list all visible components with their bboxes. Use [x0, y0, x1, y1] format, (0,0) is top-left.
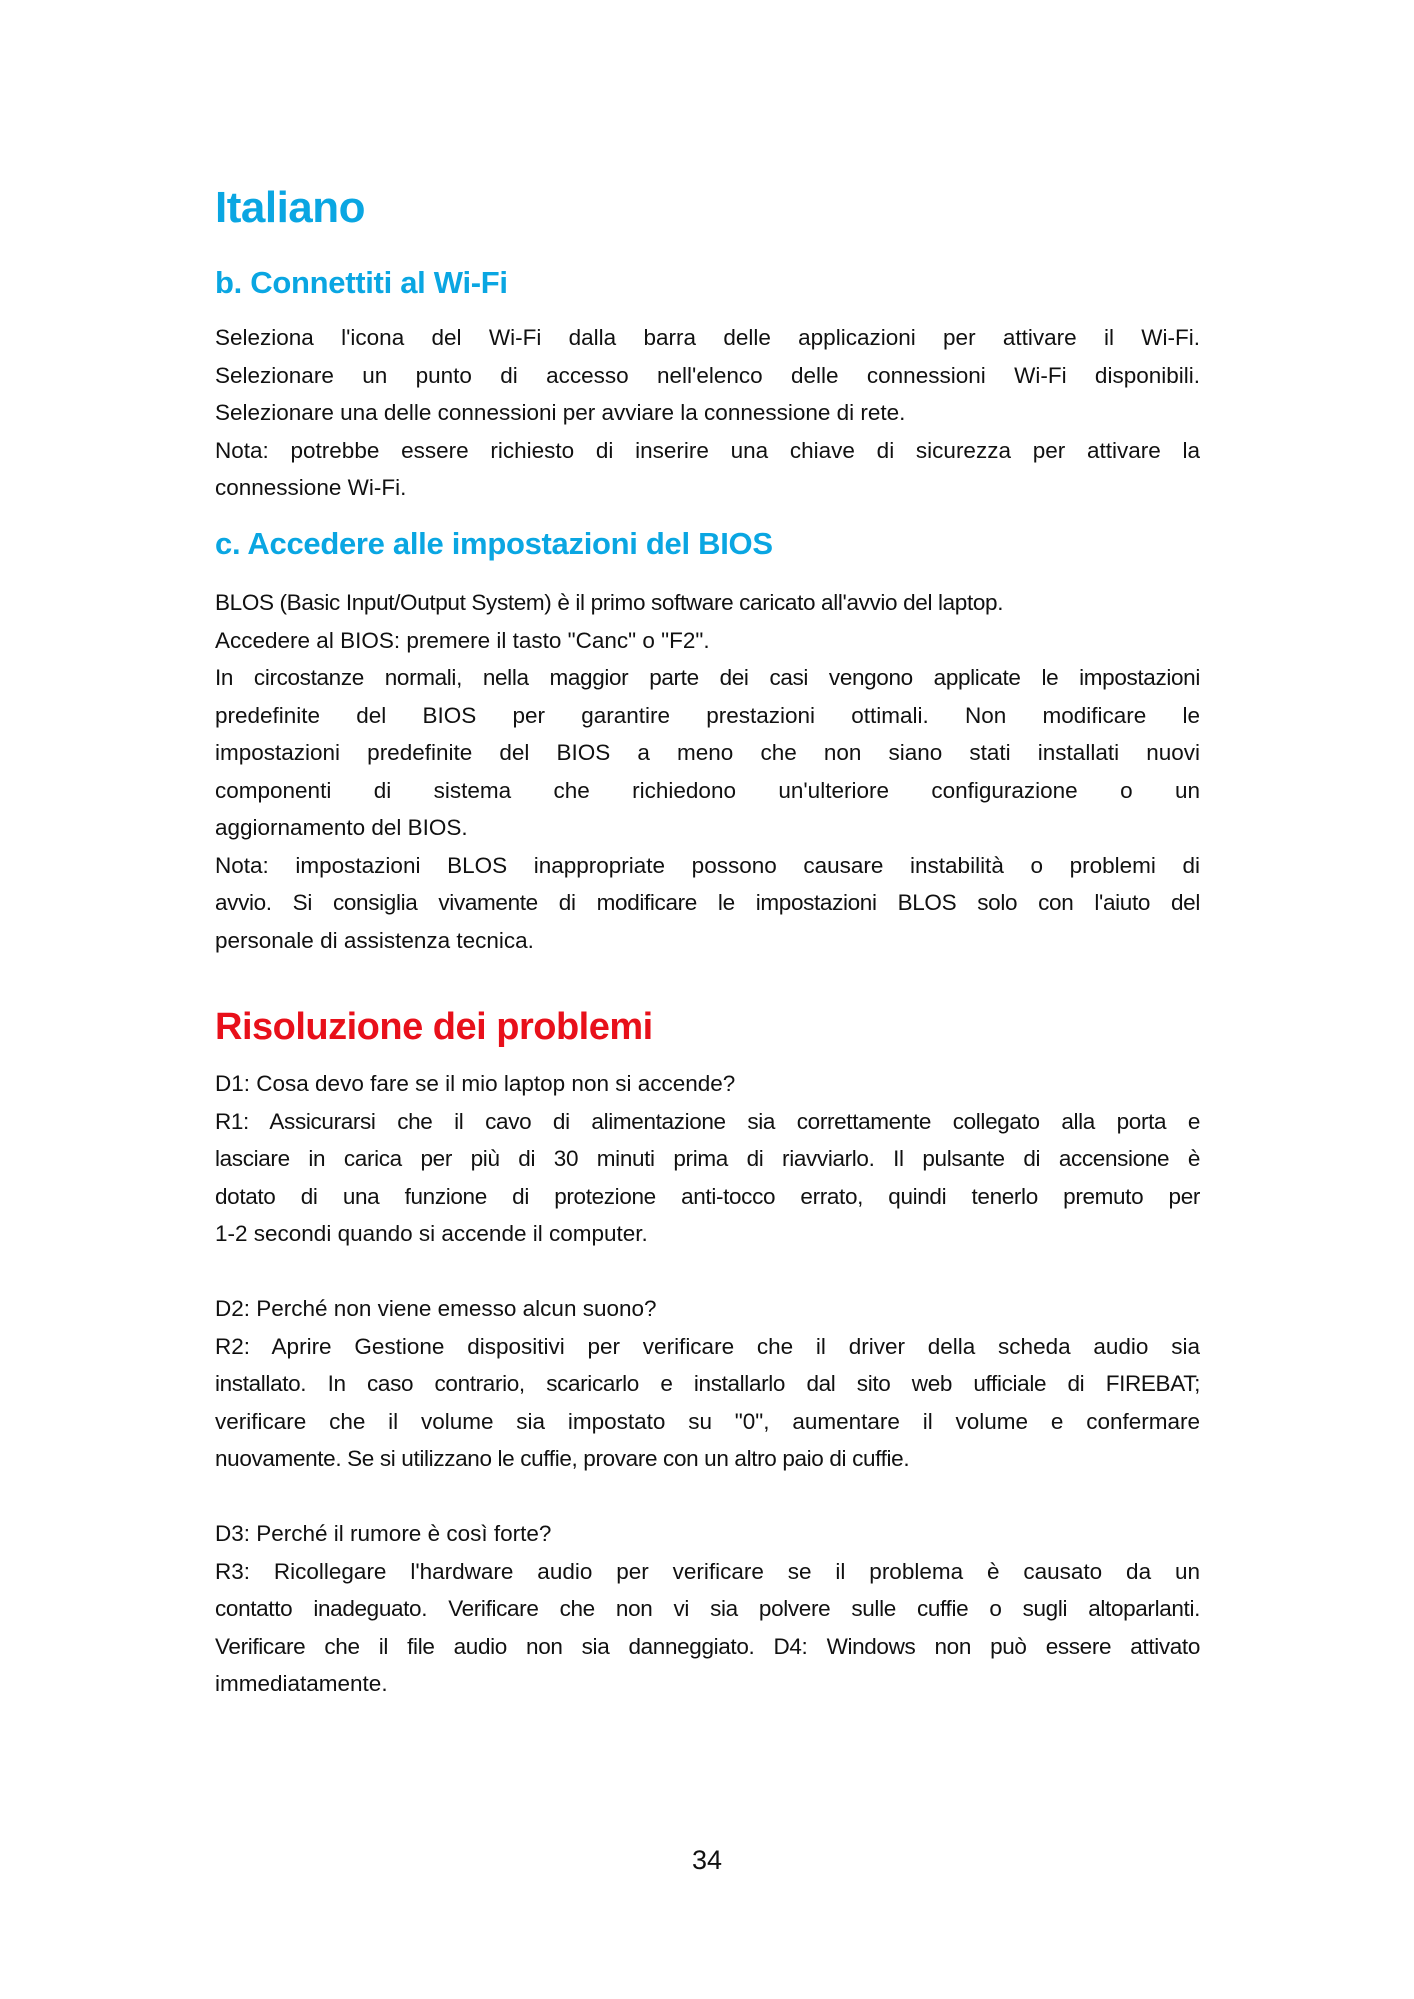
- paragraph-line: Nota: potrebbe essere richiesto di inserire una chiave di sicurezza per attivare la: [215, 437, 1200, 463]
- faq-answer-line: installato. In caso contrario, scaricarlo e installarlo dal sito web ufficiale di FIREBAT;: [215, 1371, 1200, 1396]
- faq-answer-line: immediatamente.: [215, 1671, 388, 1696]
- section-bios: [215, 525, 1200, 563]
- section-heading-wifi: b. Connettiti al Wi-Fi: [215, 265, 508, 300]
- page-number: 34: [691, 1845, 723, 1875]
- paragraph-line: personale di assistenza tecnica.: [215, 927, 534, 953]
- faq-answer-line: verificare che il volume sia impostato su "0", aumentare il volume e confermare: [215, 1408, 1200, 1434]
- paragraph-line: Selezionare un punto di accesso nell'elenco delle connessioni Wi-Fi disponibili.: [215, 362, 1200, 388]
- faq-answer-line: lasciare in carica per più di 30 minuti prima di riavviarlo. Il pulsante di accensione è: [215, 1146, 1200, 1171]
- faq-question: D2: Perché non viene emesso alcun suono?: [215, 1296, 657, 1321]
- faq-question: D1: Cosa devo fare se il mio laptop non si accende?: [215, 1071, 736, 1096]
- paragraph-line: BLOS (Basic Input/Output System) è il primo software caricato all'avvio del laptop.: [215, 590, 1004, 615]
- faq-answer-line: contatto inadeguato. Verificare che non vi sia polvere sulle cuffie o sugli altoparlanti.: [215, 1596, 1200, 1621]
- paragraph-line: avvio. Si consiglia vivamente di modificare le impostazioni BLOS solo con l'aiuto del: [215, 890, 1200, 915]
- faq-answer-line: dotato di una funzione di protezione anti-tocco errato, quindi tenerlo premuto per: [215, 1183, 1200, 1209]
- paragraph-line: Accedere al BIOS: premere il tasto "Canc" o "F2".: [215, 627, 710, 653]
- section-wifi-body: [215, 319, 1200, 507]
- paragraph-line: In circostanze normali, nella maggior parte dei casi vengono applicate le impostazioni: [215, 665, 1200, 690]
- faq-answer-line: 1-2 secondi quando si accende il computer.: [215, 1221, 648, 1246]
- paragraph-line: aggiornamento del BIOS.: [215, 815, 468, 840]
- paragraph-line: componenti di sistema che richiedono un'ulteriore configurazione o un: [215, 777, 1200, 803]
- section-heading-bios: c. Accedere alle impostazioni del BIOS: [215, 526, 773, 561]
- section-wifi: [215, 264, 1200, 302]
- language-title-block: [215, 183, 1200, 233]
- paragraph-line: impostazioni predefinite del BIOS a meno che non siano stati installati nuovi: [215, 740, 1200, 765]
- paragraph-line: Nota: impostazioni BLOS inappropriate possono causare instabilità o problemi di: [215, 852, 1200, 878]
- faq-answer-line: Verificare che il file audio non sia danneggiato. D4: Windows non può essere attivato: [215, 1633, 1200, 1659]
- section-troubleshooting: [215, 1004, 1200, 1050]
- paragraph-line: connessione Wi-Fi.: [215, 475, 407, 500]
- section-bios-body: [215, 584, 1200, 959]
- language-title: Italiano: [215, 183, 366, 232]
- faq-answer-line: R2: Aprire Gestione dispositivi per verificare che il driver della scheda audio sia: [215, 1333, 1200, 1359]
- paragraph-line: Seleziona l'icona del Wi-Fi dalla barra delle applicazioni per attivare il Wi-Fi.: [215, 325, 1200, 350]
- spacer: [215, 1478, 1200, 1516]
- faq-item-3: [215, 1515, 1200, 1703]
- faq-question: D3: Perché il rumore è così forte?: [215, 1521, 552, 1546]
- faq-answer-line: nuovamente. Se si utilizzano le cuffie, provare con un altro paio di cuffie.: [215, 1446, 910, 1471]
- paragraph-line: predefinite del BIOS per garantire prestazioni ottimali. Non modificare le: [215, 702, 1200, 728]
- troubleshooting-body: [215, 1065, 1200, 1703]
- faq-answer-line: R3: Ricollegare l'hardware audio per verificare se il problema è causato da un: [215, 1558, 1200, 1584]
- faq-item-1: [215, 1065, 1200, 1253]
- spacer: [215, 1253, 1200, 1291]
- paragraph-line: Selezionare una delle connessioni per avviare la connessione di rete.: [215, 400, 906, 425]
- section-heading-troubleshooting: Risoluzione dei problemi: [215, 1006, 653, 1048]
- faq-answer-line: R1: Assicurarsi che il cavo di alimentazione sia correttamente collegato alla porta e: [215, 1108, 1200, 1134]
- faq-item-2: [215, 1290, 1200, 1478]
